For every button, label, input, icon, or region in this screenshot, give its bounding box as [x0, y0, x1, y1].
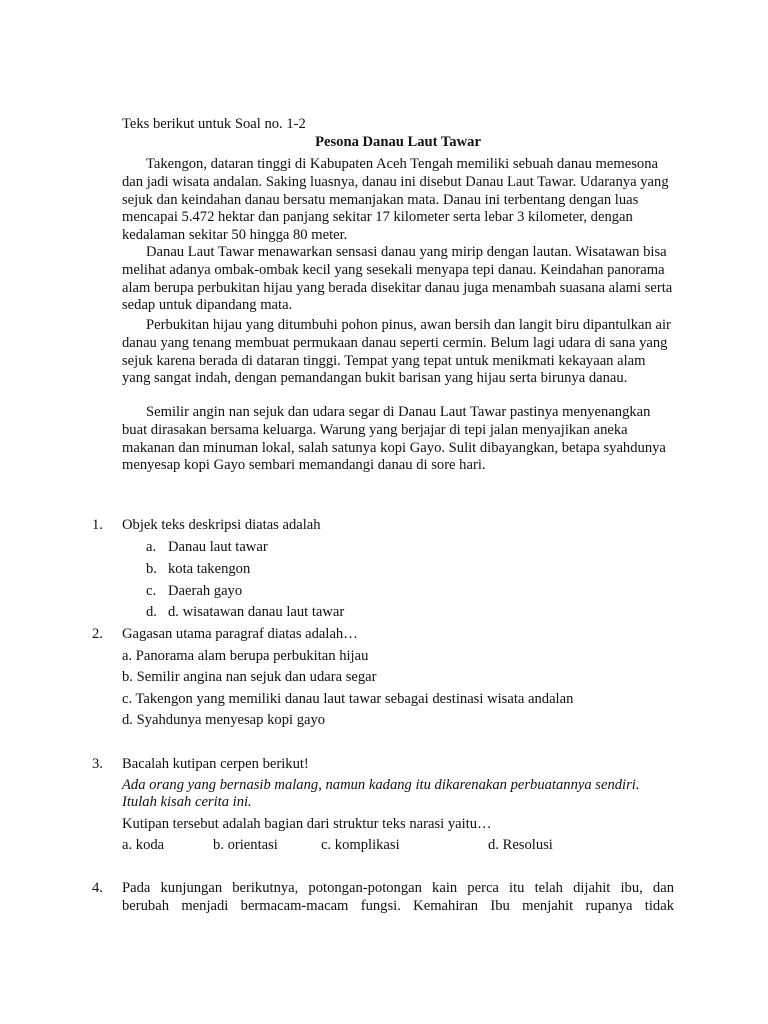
- q1-option-b-label: b.: [146, 561, 157, 577]
- q1-option-a-label: a.: [146, 539, 157, 555]
- question-4-number: 4.: [92, 880, 103, 896]
- q3-question: Kutipan tersebut adalah bagian dari struktur teks narasi yaitu…: [122, 816, 492, 832]
- q2-option-c: c. Takengon yang memiliki danau laut tawar sebagai destinasi wisata andalan: [122, 691, 574, 707]
- question-1-text: Objek teks deskripsi diatas adalah: [122, 517, 321, 533]
- q1-option-b: kota takengon: [168, 561, 251, 577]
- question-2-number: 2.: [92, 626, 103, 642]
- question-3-number: 3.: [92, 756, 103, 772]
- q2-option-d: d. Syahdunya menyesap kopi gayo: [122, 712, 326, 728]
- paragraph-2: Danau Laut Tawar menawarkan sensasi danau yang mirip dengan lautan. Wisatawan bisa melihat adanya ombak-ombak kecil yang sesekali menyapa tepi danau. Keindahan panorama alam berupa perbukitan hijau yang berada disekitar danau juga menambah suasana alami serta sedap untuk dipandang mata.: [122, 244, 673, 314]
- q1-option-a: Danau laut tawar: [168, 539, 268, 555]
- q3-option-d: d. Resolusi: [488, 837, 553, 853]
- q2-option-a: a. Panorama alam berupa perbukitan hijau: [122, 648, 369, 664]
- intro-text: Teks berikut untuk Soal no. 1-2: [122, 116, 306, 132]
- q4-line-1: Pada kunjungan berikutnya, potongan-potongan kain perca itu telah dijahit ibu, dan: [122, 880, 674, 896]
- question-4-text: [122, 880, 674, 916]
- paragraph-1: Takengon, dataran tinggi di Kabupaten Aceh Tengah memiliki sebuah danau memesona dan jadi wisata andalan. Saking luasnya, danau ini disebut Danau Laut Tawar. Udaranya yang sejuk dan keindahan danau bersatu memanjakan mata. Danau ini terbentang dengan luas mencapai 5.472 hektar dan panjang sekitar 17 kilometer serta lebar 3 kilometer, dengan kedalaman sekitar 50 hingga 80 meter.: [122, 156, 669, 244]
- q1-option-d-label: d.: [146, 604, 157, 620]
- q3-quote-line-1: Ada orang yang bernasib malang, namun kadang itu dikarenakan perbuatannya sendiri.: [122, 777, 640, 793]
- question-3-text: Bacalah kutipan cerpen berikut!: [122, 756, 309, 772]
- question-2-text: Gagasan utama paragraf diatas adalah…: [122, 626, 358, 642]
- q3-option-b: b. orientasi: [213, 837, 278, 853]
- q1-option-c-label: c.: [146, 583, 157, 599]
- q4-line-2: berubah menjadi bermacam-macam fungsi. Kemahiran Ibu menjahit rupanya tidak: [122, 897, 674, 914]
- passage-title: Pesona Danau Laut Tawar: [315, 134, 481, 150]
- q3-option-a: a. koda: [122, 837, 165, 853]
- q1-option-d: d. wisatawan danau laut tawar: [168, 604, 345, 620]
- q2-option-b: b. Semilir angina nan sejuk dan udara segar: [122, 669, 377, 685]
- paragraph-3: Perbukitan hijau yang ditumbuhi pohon pinus, awan bersih dan langit biru dipantulkan air danau yang tenang membuat permukaan danau seperti cermin. Belum lagi udara di sana yang sejuk karena berada di dataran tinggi. Tempat yang tepat untuk menikmati kekayaan alam yang sangat indah, dengan pemandangan bukit barisan yang hijau serta birunya danau.: [122, 317, 671, 387]
- paragraph-4: Semilir angin nan sejuk dan udara segar di Danau Laut Tawar pastinya menyenangkan buat dirasakan bersama keluarga. Warung yang berjajar di tepi jalan menyajikan aneka makanan dan minuman lokal, salah satunya kopi Gayo. Sulit dibayangkan, betapa syahdunya menyesap kopi Gayo sembari memandangi danau di sore hari.: [122, 404, 666, 474]
- q1-option-c: Daerah gayo: [168, 583, 243, 599]
- q3-option-c: c. komplikasi: [321, 837, 400, 853]
- q3-quote-line-2: Itulah kisah cerita ini.: [122, 794, 252, 810]
- question-1-number: 1.: [92, 517, 103, 533]
